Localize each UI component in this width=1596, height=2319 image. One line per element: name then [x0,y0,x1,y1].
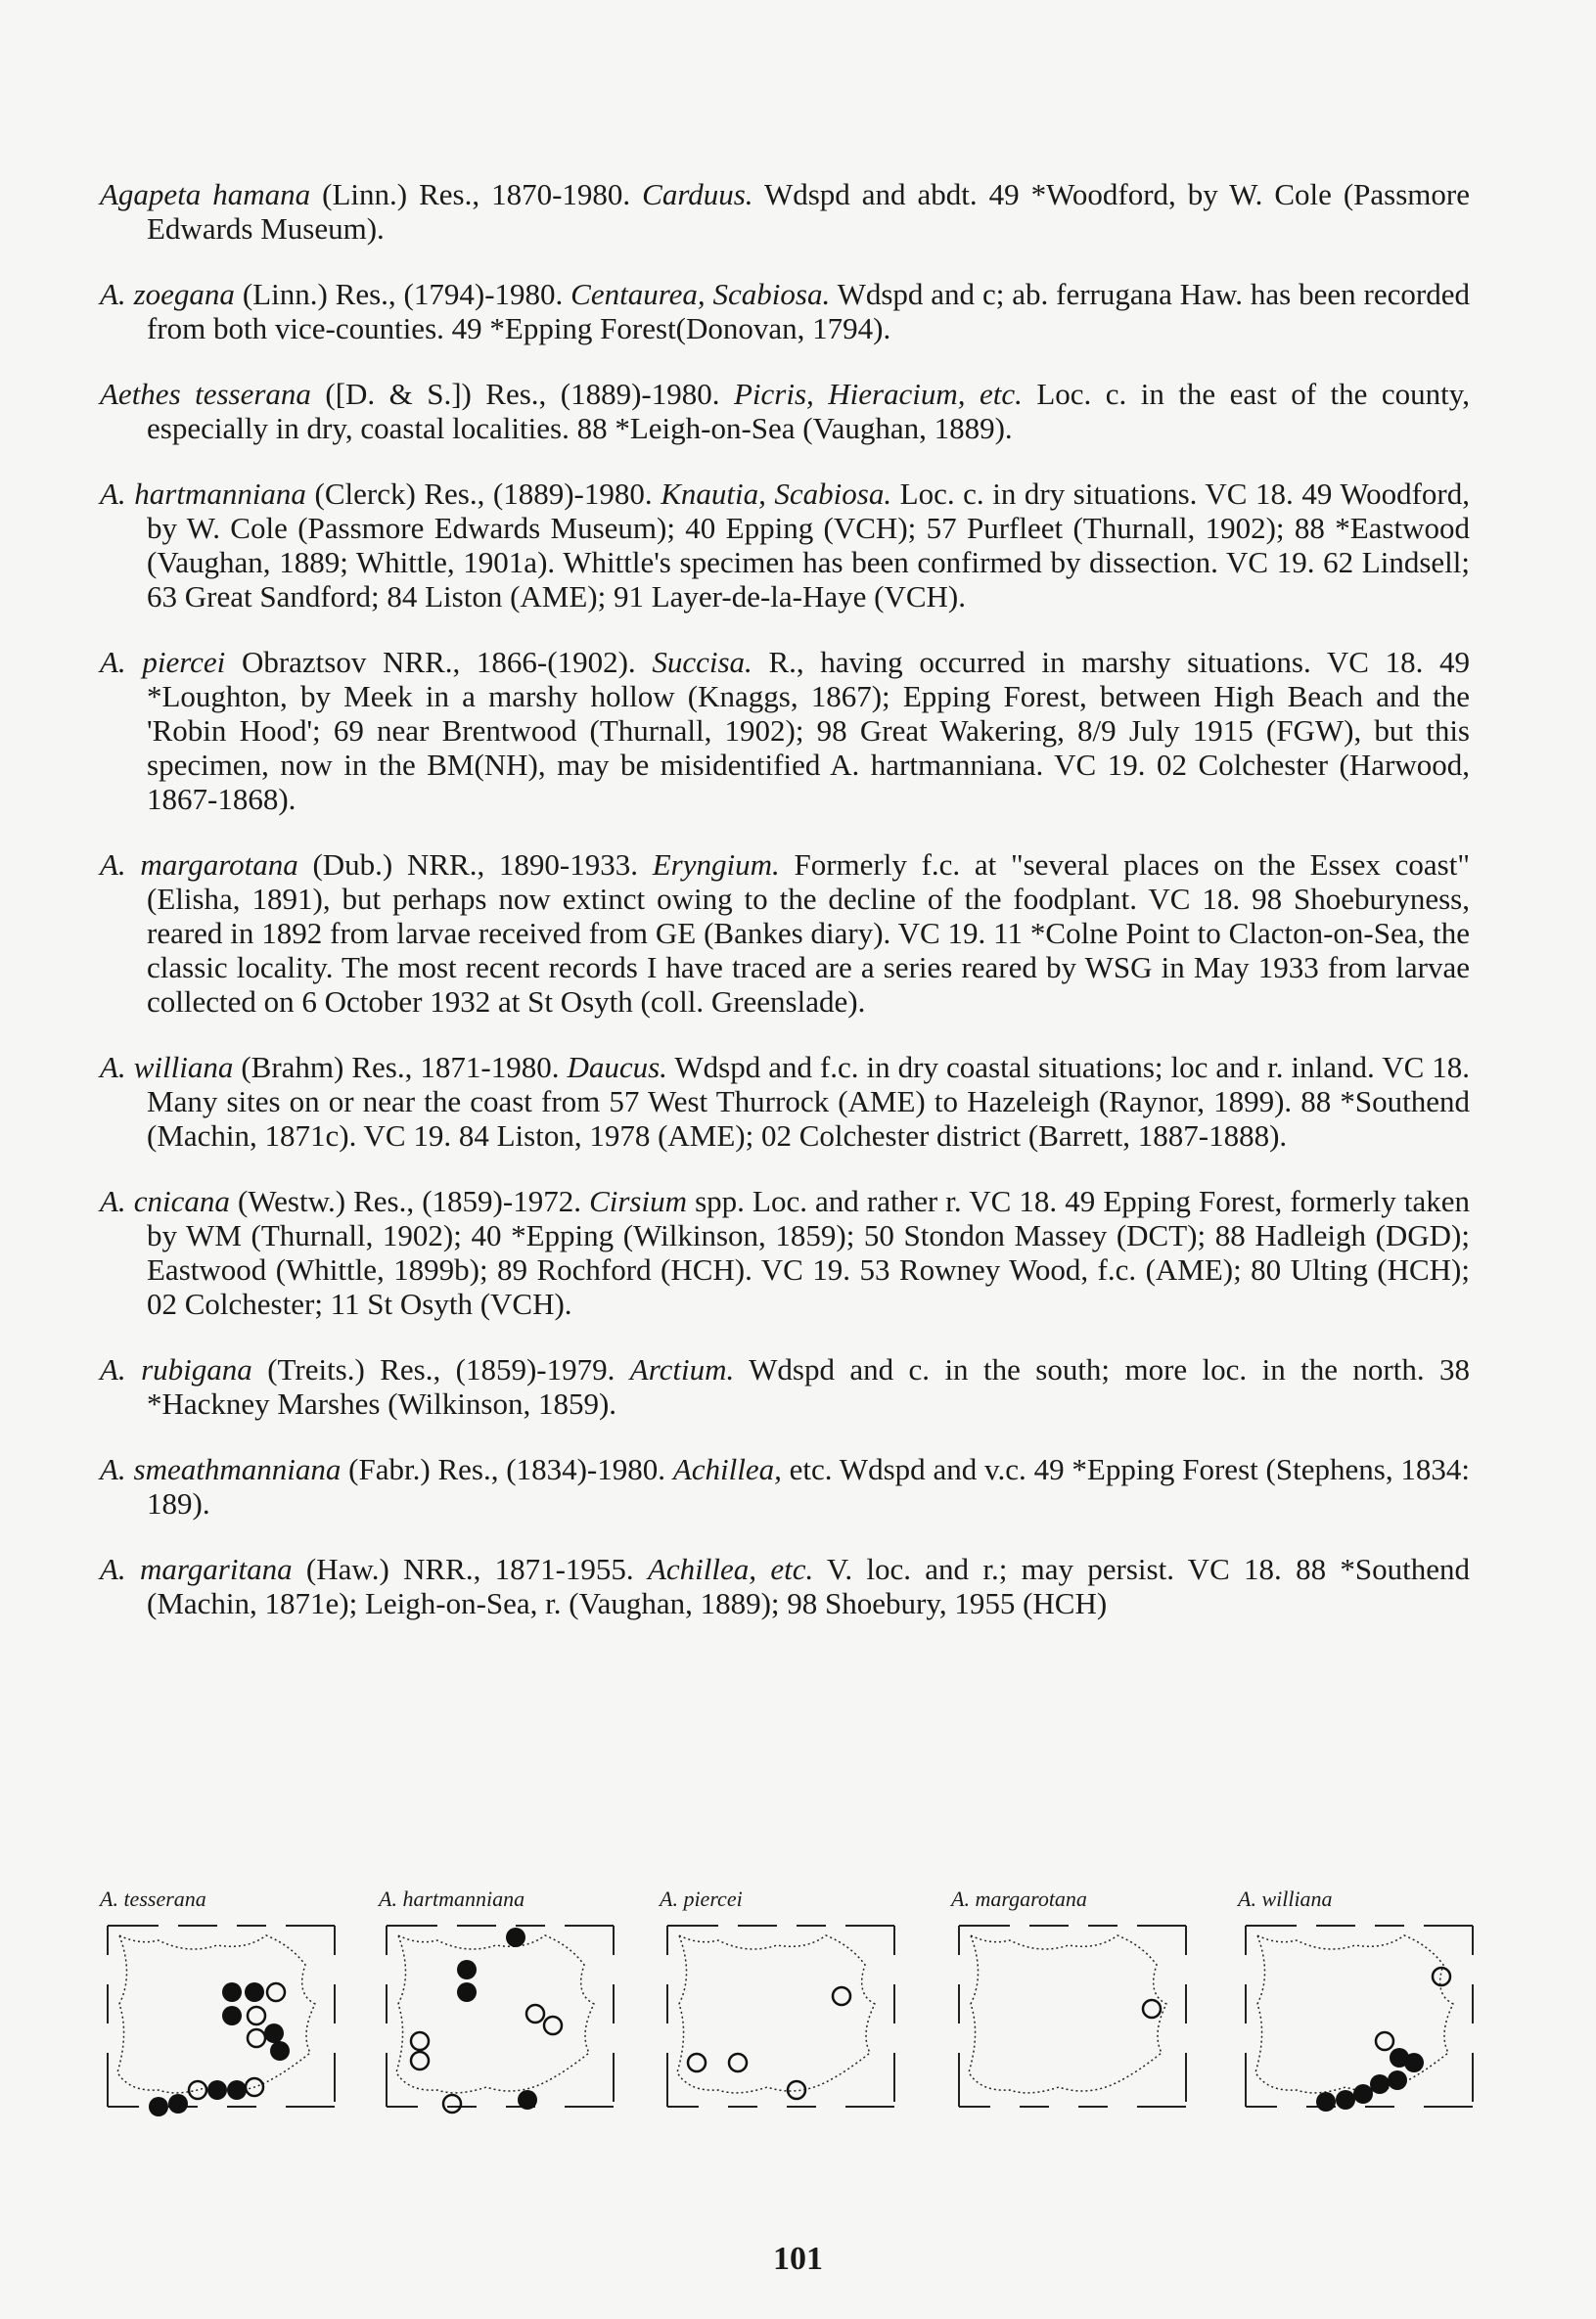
species-entries [100,147,1470,1652]
genus: Aethes [100,377,181,411]
species-name: margarotana [140,847,298,882]
foodplant: Achillea, etc. [647,1552,814,1586]
species-name: tesserana [195,377,311,411]
map-title: A. piercei [660,1887,743,1911]
map-title: A. tesserana [100,1887,206,1911]
genus: A. [100,1452,126,1486]
species-name: hamana [212,177,311,211]
distribution-map [951,1887,1196,2121]
map-dots [149,1982,290,2116]
genus: A. [100,1184,126,1218]
map-title: A. williana [1238,1887,1333,1911]
foodplant: Achillea, [672,1452,782,1486]
authority: (Treits.) Res., (1859)-1979. [251,1352,630,1387]
distribution-map [1238,1887,1482,2121]
foodplant: Picris, Hieracium, etc. [733,377,1023,411]
species-name: hartmanniana [134,477,306,511]
species-entry [100,477,1470,614]
species-name: williana [133,1050,234,1084]
foodplant: Centaurea, Scabiosa. [570,277,831,311]
essex-map [660,1916,904,2121]
species-entry [100,1452,1470,1521]
genus: A. [100,847,126,882]
genus: A. [100,277,126,311]
species-entry [100,377,1470,445]
authority: (Linn.) Res., (1794)-1980. [234,277,571,311]
foodplant: Succisa. [652,645,752,679]
essex-map [951,1916,1196,2121]
entry-text: Wdspd and abdt. 49 *Woodford, by W. Cole (Passmore Edwards Museum). [147,177,1470,246]
genus: Agapeta [100,177,202,211]
foodplant: Daucus. [567,1050,667,1084]
species-name: piercei [142,645,226,679]
distribution-map [660,1887,904,2121]
species-entry [100,645,1470,816]
authority: (Linn.) Res., 1870-1980. [310,177,643,211]
foodplant: Arctium. [629,1352,735,1387]
entry-text: spp. Loc. and rather r. VC 18. 49 Epping Forest, formerly taken by WM (Thurnall, 1902); 40 *Epping (Wilkinson, 1859); 50 Stondon Massey (DCT); 88 Hadleigh (DGD); Eastwood (Whittle, 1899b); 89 Rochford (HCH). VC 19. 53 Rowney Wood, f.c. (AME); 80 Ulting (HCH); 02 Colchester; 11 St Osyth (VCH). [147,1184,1471,1321]
distribution-map [379,1887,623,2121]
distribution-maps [100,1887,1489,2141]
species-name: smeathmanniana [133,1452,342,1486]
foodplant: Knautia, Scabiosa. [661,477,892,511]
species-entry [100,177,1470,246]
entry-text: Formerly f.c. at "several places on the Essex coast" (Elisha, 1891), but perhaps now extinct owing to the decline of the foodplant. VC 18. 98 Shoeburyness, reared in 1892 from larvae received from GE (Bankes diary). VC 19. 11 *Colne Point to Clacton-on-Sea, the classic locality. The most recent records I have traced are a series reared by WSG in May 1933 from larvae collected on 6 October 1932 at St Osyth (coll. Greenslade). [147,847,1470,1019]
species-name: cnicana [133,1184,230,1218]
authority: Obraztsov NRR., 1866-(1902). [225,645,653,679]
map-dots [1143,2000,1161,2018]
species-entry [100,847,1470,1019]
authority: (Fabr.) Res., (1834)-1980. [341,1452,673,1486]
genus: A. [100,645,126,679]
map-dots [1316,1968,1450,2112]
species-entry [100,277,1470,345]
entry-text: Loc. c. in dry situations. VC 18. 49 Woodford, by W. Cole (Passmore Edwards Museum); 40 Epping (VCH); 57 Purfleet (Thurnall, 1902); 88 *Eastwood (Vaughan, 1889; Whittle, 1901a). Whittle's specimen has been confirmed by dissection. VC 19. 62 Lindsell; 63 Great Sandford; 84 Liston (AME); 91 Layer-de-la-Haye (VCH). [147,477,1470,614]
genus: A. [100,1050,126,1084]
species-entry [100,1050,1470,1153]
species-entry [100,1184,1470,1321]
entry-text: etc. Wdspd and v.c. 49 *Epping Forest (Stephens, 1834: 189). [147,1452,1470,1521]
entry-text: Wdspd and f.c. in dry coastal situations; loc and r. inland. VC 18. Many sites on or near the coast from 57 West Thurrock (AME) to Hazeleigh (Raynor, 1899). 88 *Southend (Machin, 1871c). VC 19. 84 Liston, 1978 (AME); 02 Colchester district (Barrett, 1887-1888). [147,1050,1471,1153]
species-name: margaritana [139,1552,293,1586]
foodplant: Eryngium. [652,847,780,882]
authority: (Westw.) Res., (1859)-1972. [229,1184,590,1218]
entry-text: Wdspd and c. in the south; more loc. in the north. 38 *Hackney Marshes (Wilkinson, 1859). [147,1352,1471,1421]
genus: A. [100,477,126,511]
species-name: rubigana [141,1352,252,1387]
entry-text: Wdspd and c; ab. ferrugana Haw. has been recorded from both vice-counties. 49 *Epping Forest(Donovan, 1794). [147,277,1470,345]
species-name: zoegana [133,277,235,311]
distribution-map [100,1887,344,2121]
essex-map [1238,1916,1482,2121]
genus: A. [100,1352,126,1387]
authority: (Haw.) NRR., 1871-1955. [292,1552,648,1586]
entry-text: Loc. c. in the east of the county, especially in dry, coastal localities. 88 *Leigh-on-Sea (Vaughan, 1889). [147,377,1470,445]
species-entry [100,1352,1470,1421]
authority: (Brahm) Res., 1871-1980. [233,1050,568,1084]
species-entry [100,1552,1470,1620]
page-number: 101 [773,2241,823,2277]
genus: A. [100,1552,126,1586]
foodplant: Cirsium [589,1184,687,1218]
map-title: A. margarotana [951,1887,1087,1911]
entry-text: V. loc. and r.; may persist. VC 18. 88 *Southend (Machin, 1871e); Leigh-on-Sea, r. (Vaughan, 1889); 98 Shoebury, 1955 (HCH) [147,1552,1470,1620]
authority: (Dub.) NRR., 1890-1933. [297,847,653,882]
essex-map [100,1916,344,2121]
authority: ([D. & S.]) Res., (1889)-1980. [310,377,734,411]
essex-map [379,1916,623,2121]
map-dots [411,1928,562,2113]
map-title: A. hartmanniana [379,1887,525,1911]
entry-text: R., having occurred in marshy situations. VC 18. 49 *Loughton, by Meek in a marshy hollow (Knaggs, 1867); Epping Forest, between High Beach and the 'Robin Hood'; 69 near Brentwood (Thurnall, 1902); 98 Great Wakering, 8/9 July 1915 (FGW), but this specimen, now in the BM(NH), may be misidentified A. hartmanniana. VC 19. 02 Colchester (Harwood, 1867-1868). [147,645,1470,816]
map-dots [688,1987,850,2099]
foodplant: Carduus. [642,177,753,211]
authority: (Clerck) Res., (1889)-1980. [305,477,661,511]
